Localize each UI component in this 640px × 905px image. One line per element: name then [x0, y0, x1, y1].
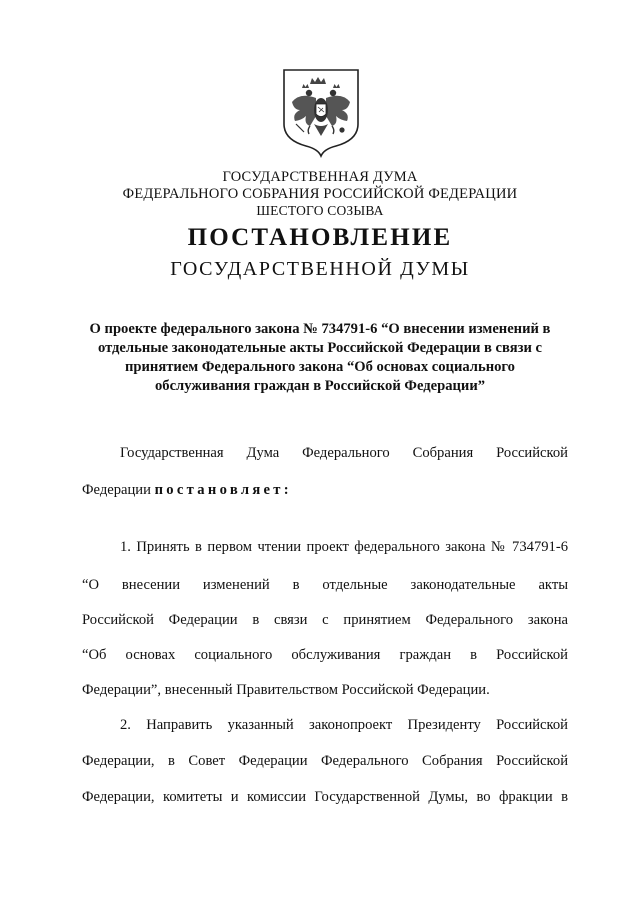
- preamble-text: Федерации: [82, 482, 151, 498]
- subject-line: обслуживания граждан в Российской Федерации”: [154, 378, 486, 394]
- document-subject: [60, 320, 580, 396]
- subject-line: принятием Федерального закона “Об основах социального: [125, 359, 515, 375]
- subject-line: отдельные законодательные акты Российской Федерации в связи с: [97, 340, 543, 356]
- paragraph-1-line: Федерации”, внесенный Правительством Российской Федерации.: [82, 682, 490, 698]
- russian-coat-of-arms-icon: [280, 66, 362, 158]
- paragraph-2-line: Федерации, комитеты и комиссии Государственной Думы, во фракции в: [82, 789, 568, 805]
- paragraph-1-line: Российской Федерации в связи с принятием Федерального закона: [82, 612, 568, 628]
- preamble-line: Государственная Дума Федерального Собрания Российской: [120, 445, 568, 461]
- paragraph-1-line: “Об основах социального обслуживания граждан в Российской: [82, 647, 568, 663]
- paragraph-1-line: “О внесении изменений в отдельные законодательные акты: [82, 577, 568, 593]
- document-subtitle: ГОСУДАРСТВЕННОЙ ДУМЫ: [170, 258, 470, 280]
- paragraph-2-line: Федерации, в Совет Федерации Федерального Собрания Российской: [82, 753, 568, 769]
- subject-line: О проекте федерального закона № 734791-6 “О внесении изменений в: [89, 321, 551, 337]
- preamble-line: [82, 481, 292, 499]
- document-title: ПОСТАНОВЛЕНИЕ: [187, 224, 453, 251]
- paragraph-1-line: 1. Принять в первом чтении проект федерального закона № 734791-6: [120, 539, 568, 555]
- paragraph-2-line: 2. Направить указанный законопроект Президенту Российской: [120, 717, 568, 733]
- header-federal-assembly: ФЕДЕРАЛЬНОГО СОБРАНИЯ РОССИЙСКОЙ ФЕДЕРАЦИИ: [122, 186, 518, 202]
- header-duma: ГОСУДАРСТВЕННАЯ ДУМА: [222, 169, 418, 185]
- header-convocation: ШЕСТОГО СОЗЫВА: [256, 203, 384, 218]
- decree-word: постановляет:: [154, 482, 292, 498]
